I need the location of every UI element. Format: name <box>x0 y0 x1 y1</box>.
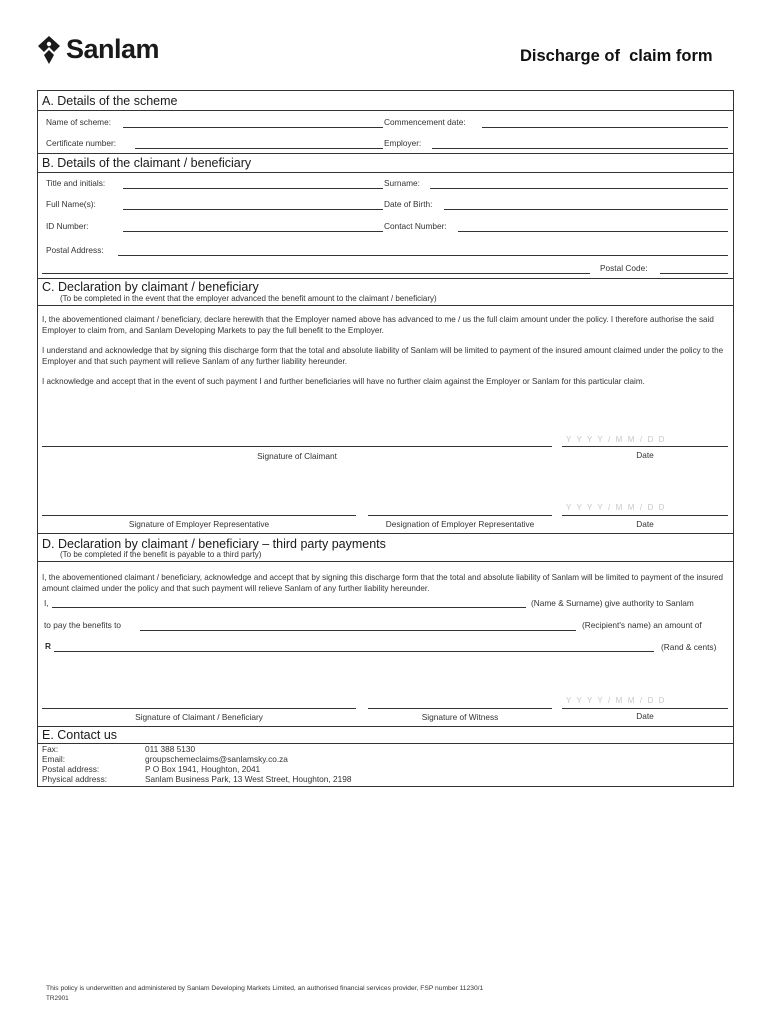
recipient-amount-label: (Recipient's name) an amount of <box>582 620 702 630</box>
postal-code-field[interactable] <box>660 273 728 274</box>
postal-address-label: Postal address: <box>42 764 100 774</box>
contact-number-label: Contact Number: <box>384 221 447 231</box>
email-value[interactable]: groupschemeclaims@sanlamsky.co.za <box>145 754 288 764</box>
divider <box>37 743 734 744</box>
recipient-name-field[interactable] <box>140 630 576 631</box>
witness-signature-field[interactable] <box>368 708 552 709</box>
postal-address-value: P O Box 1941, Houghton, 2041 <box>145 764 261 774</box>
claimant-name-field[interactable] <box>52 607 526 608</box>
contact-number-field[interactable] <box>458 231 728 232</box>
divider <box>37 172 734 173</box>
signature-claimant-caption: Signature of Claimant <box>257 451 337 461</box>
i-label: I, <box>44 598 49 608</box>
postal-code-label: Postal Code: <box>600 263 648 273</box>
employer-field[interactable] <box>432 148 728 149</box>
employer-label: Employer: <box>384 138 422 148</box>
footer-code: TR2901 <box>46 995 69 1002</box>
date-placeholder: Y Y Y Y / M M / D D <box>566 503 667 512</box>
commencement-date-field[interactable] <box>482 127 728 128</box>
divider <box>37 110 734 111</box>
section-d-paragraph-1: I, the abovementioned claimant / beneficiary, acknowledge and accept that by signing this discharge form that the total and absolute liability of Sanlam will be limited to payment of the insured amount claimed under the policy and that such payment will relieve Sanlam of any further liability hereunder. <box>42 573 724 593</box>
name-surname-authority-label: (Name & Surname) give authority to Sanlam <box>531 598 694 608</box>
claimant-signature-field[interactable] <box>42 446 552 447</box>
section-c-subtitle: (To be completed in the event that the employer advanced the benefit amount to the claimant / beneficiary) <box>60 294 437 303</box>
employer-rep-date-field[interactable] <box>562 515 728 516</box>
third-party-date-field[interactable] <box>562 708 728 709</box>
date-caption: Date <box>636 450 654 460</box>
postal-address-field[interactable] <box>118 255 728 256</box>
divider <box>37 278 734 279</box>
signature-employer-rep-caption: Signature of Employer Representative <box>128 519 270 529</box>
employer-rep-signature-field[interactable] <box>42 515 356 516</box>
designation-employer-rep-caption: Designation of Employer Representative <box>385 519 535 529</box>
employer-rep-designation-field[interactable] <box>368 515 552 516</box>
to-pay-benefits-label: to pay the benefits to <box>44 620 122 630</box>
physical-address-value: Sanlam Business Park, 13 West Street, Houghton, 2198 <box>145 774 352 784</box>
name-of-scheme-label: Name of scheme: <box>46 117 112 127</box>
section-c-paragraph-1: I, the abovementioned claimant / beneficiary, declare herewith that the Employer named above has advanced to me / us the full claim amount under the policy. I therefore authorise the said Employer to claim from, and Sanlam Developing Markets to pay the full benefit to the Employer. <box>42 315 714 335</box>
section-e-title: E. Contact us <box>42 728 118 742</box>
signature-witness-caption: Signature of Witness <box>421 712 499 722</box>
claimant-date-field[interactable] <box>562 446 728 447</box>
rand-cents-label: (Rand & cents) <box>661 642 717 652</box>
physical-address-label: Physical address: <box>42 774 108 784</box>
surname-label: Surname: <box>384 178 420 188</box>
section-d-subtitle: (To be completed if the benefit is payable to a third party) <box>60 550 262 559</box>
signature-claimant-beneficiary-caption: Signature of Claimant / Beneficiary <box>135 712 263 722</box>
title-initials-label: Title and initials: <box>46 178 106 188</box>
divider <box>37 305 734 306</box>
title-initials-field[interactable] <box>123 188 383 189</box>
fax-label: Fax: <box>42 744 59 754</box>
section-c-paragraph-3: I acknowledge and accept that in the event of such payment I and further beneficiaries will have no further claim against the Employer or Sanlam for this particular claim. <box>42 377 645 386</box>
email-label: Email: <box>42 754 66 764</box>
full-names-field[interactable] <box>123 209 383 210</box>
id-number-label: ID Number: <box>46 221 89 231</box>
name-of-scheme-field[interactable] <box>123 127 383 128</box>
section-c-title: C. Declaration by claimant / beneficiary <box>42 280 259 294</box>
full-names-label: Full Name(s): <box>46 199 96 209</box>
r-label: R <box>45 641 51 651</box>
amount-field[interactable] <box>54 651 654 652</box>
date-of-birth-field[interactable] <box>444 209 728 210</box>
divider <box>37 726 734 727</box>
commencement-date-label: Commencement date: <box>384 117 466 127</box>
postal-address-field-2[interactable] <box>42 273 590 274</box>
form-title: Discharge of claim form <box>520 47 713 65</box>
postal-address-label: Postal Address: <box>46 245 104 255</box>
brand-name: Sanlam <box>66 34 160 64</box>
id-number-field[interactable] <box>123 231 383 232</box>
section-c-paragraph-2: I understand and acknowledge that by signing this discharge form that the total and absolute liability of Sanlam will be limited to payment of the insured amount claimed under the policy to the Employer and that such payment will relieve Sanlam of any further liability hereunder. <box>42 346 724 366</box>
surname-field[interactable] <box>430 188 728 189</box>
certificate-number-label: Certificate number: <box>46 138 117 148</box>
fax-value: 011 388 5130 <box>145 744 196 754</box>
date-placeholder: Y Y Y Y / M M / D D <box>566 435 667 444</box>
footer-note: This policy is underwritten and administered by Sanlam Developing Markets Limited, an authorised financial services provider, FSP number 11230/1 <box>46 985 484 992</box>
date-placeholder: Y Y Y Y / M M / D D <box>566 696 667 705</box>
sanlam-logo-icon <box>36 36 62 64</box>
divider <box>37 153 734 154</box>
section-b-title: B. Details of the claimant / beneficiary <box>42 156 252 170</box>
section-d-title: D. Declaration by claimant / beneficiary – third party payments <box>42 537 386 551</box>
claimant-beneficiary-signature-field[interactable] <box>42 708 356 709</box>
certificate-number-field[interactable] <box>135 148 383 149</box>
date-caption: Date <box>636 519 654 529</box>
date-of-birth-label: Date of Birth: <box>384 199 433 209</box>
section-a-title: A. Details of the scheme <box>42 94 178 108</box>
divider <box>37 561 734 562</box>
divider <box>37 533 734 534</box>
date-caption: Date <box>636 711 654 721</box>
